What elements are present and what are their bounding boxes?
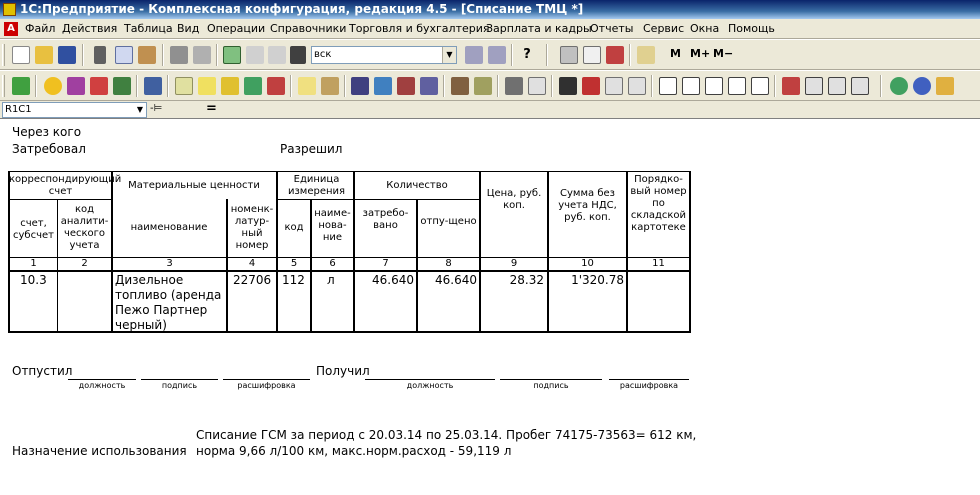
cell-code[interactable]: 112 — [282, 273, 305, 287]
cell-reference-field[interactable] — [2, 102, 147, 118]
sunglasses-icon[interactable] — [559, 77, 577, 95]
ledger-icon[interactable] — [628, 77, 646, 95]
invoice-out-icon[interactable] — [198, 77, 216, 95]
toolbar-separator — [162, 44, 164, 66]
chevron-down-icon[interactable]: ▼ — [136, 105, 144, 114]
toolbar-separator — [167, 75, 169, 97]
menu-trade-accounting[interactable]: Торговля и бухгалтерия — [349, 22, 490, 35]
header-corr-account: корреспондирующий счет — [9, 174, 122, 197]
purpose-label: Назначение использования — [12, 444, 187, 458]
tax-icon[interactable] — [782, 77, 800, 95]
toolbar-separator — [344, 75, 346, 97]
spreadsheet-document[interactable] — [0, 120, 980, 495]
menu-reports[interactable]: Отчеты — [590, 22, 634, 35]
new-document-icon[interactable] — [12, 46, 30, 64]
toolbar-separator — [774, 75, 776, 97]
sig-decoding-caption: расшифровка — [619, 381, 679, 390]
menu-view[interactable]: Вид — [177, 22, 200, 35]
toolbar-separator — [651, 75, 653, 97]
cash-order-icon[interactable] — [474, 77, 492, 95]
copy-icon[interactable] — [115, 46, 133, 64]
menu-operations[interactable]: Операции — [207, 22, 266, 35]
balance-icon[interactable] — [828, 77, 846, 95]
col-number: 9 — [510, 258, 518, 269]
menu-help[interactable]: Помощь — [728, 22, 775, 35]
cell-released[interactable]: 46.640 — [435, 273, 477, 287]
toolbar-grip[interactable] — [2, 75, 5, 97]
cell-reference-value[interactable]: R1C1 — [5, 104, 32, 115]
people-icon[interactable] — [374, 77, 392, 95]
col-number: 10 — [581, 258, 594, 269]
face-icon[interactable] — [44, 77, 62, 95]
redo-icon[interactable] — [268, 46, 286, 64]
find-next-icon[interactable] — [465, 46, 483, 64]
warehouse-icon[interactable] — [144, 77, 162, 95]
search-input[interactable]: вск — [314, 49, 332, 60]
standard-toolbar — [0, 40, 980, 70]
pencil-icon[interactable] — [606, 46, 624, 64]
menu-windows[interactable]: Окна — [690, 22, 720, 35]
window-title: 1С:Предприятие - Комплексная конфигурация, редакция 4.5 - [Списание ТМЦ *] — [20, 2, 584, 16]
menu-table[interactable]: Таблица — [124, 22, 173, 35]
binoculars-icon[interactable] — [290, 46, 306, 64]
header-material-values: Материальные ценности — [128, 180, 260, 191]
header-requested: затребо-вано — [362, 208, 409, 231]
money-bag-icon[interactable] — [113, 77, 131, 95]
toolbar-grip[interactable] — [2, 44, 5, 66]
contract-icon[interactable] — [321, 77, 339, 95]
flag-icon[interactable] — [582, 77, 600, 95]
sig-signature-caption: подпись — [161, 381, 198, 390]
col-number: 2 — [81, 258, 88, 269]
toolbar-separator — [216, 44, 218, 66]
notebook-icon[interactable] — [637, 46, 655, 64]
save-icon[interactable] — [58, 46, 76, 64]
header-unit: Единица измерения — [287, 174, 346, 197]
cell-price[interactable]: 28.32 — [509, 273, 544, 287]
calendar-icon[interactable] — [583, 46, 601, 64]
menu-directories[interactable]: Справочники — [270, 22, 347, 35]
plan-icon[interactable] — [12, 77, 30, 95]
receipt-icon[interactable] — [244, 77, 262, 95]
toolbar-separator — [511, 44, 513, 66]
analysis-icon[interactable] — [851, 77, 869, 95]
sig-signature-caption: подпись — [533, 381, 569, 390]
document-menu-icon[interactable]: A — [4, 22, 18, 36]
report-icon[interactable] — [659, 77, 677, 95]
cut-icon[interactable] — [94, 46, 106, 64]
header-nomenclature-no: номенк-латур-ный номер — [230, 204, 274, 251]
menu-payroll-hr[interactable]: Зарплата и кадры — [486, 22, 592, 35]
memory-plus-button[interactable]: M+ — [690, 47, 711, 60]
col-number: 6 — [329, 258, 336, 269]
transfer-icon[interactable] — [221, 77, 239, 95]
header-price: Цена, руб. коп. — [486, 188, 542, 211]
open-folder-icon[interactable] — [35, 46, 53, 64]
toolbar-separator — [35, 75, 37, 97]
cell-reference-bar — [0, 101, 980, 119]
memory-button[interactable]: M — [670, 47, 681, 60]
col-number: 11 — [652, 258, 665, 269]
print-icon[interactable] — [170, 46, 188, 64]
cell-account[interactable]: 10.3 — [20, 273, 47, 287]
received-by-label: Получил — [316, 364, 370, 378]
toolbar-separator — [497, 75, 499, 97]
bank-icon[interactable] — [505, 77, 523, 95]
calculator-icon[interactable] — [560, 46, 578, 64]
documents-toolbar — [0, 71, 980, 101]
cell-sum[interactable]: 1'320.78 — [571, 273, 624, 287]
toolbar-separator — [629, 44, 631, 66]
memory-minus-button[interactable]: M− — [713, 47, 734, 60]
menu-actions[interactable]: Действия — [62, 22, 118, 35]
writeoff-icon[interactable] — [267, 77, 285, 95]
find-replace-icon[interactable] — [488, 46, 506, 64]
paste-icon[interactable] — [138, 46, 156, 64]
search-combobox[interactable] — [311, 46, 457, 64]
invoice-in-icon[interactable] — [175, 77, 193, 95]
app-icon — [3, 3, 16, 16]
toolbar-separator — [290, 75, 292, 97]
through-label: Через кого — [12, 125, 82, 139]
cell-name[interactable]: Дизельное топливо (аренда Пежо Партнер черный) — [115, 273, 222, 332]
purpose-line-1[interactable]: Списание ГСМ за период с 20.03.14 по 25.03.14. Пробег 74175-73563= 612 км, — [196, 428, 697, 442]
undo-icon[interactable] — [246, 46, 264, 64]
toolbar-separator — [82, 44, 84, 66]
window-title-bar[interactable] — [0, 0, 980, 19]
toolbar-separator — [443, 75, 445, 97]
sig-position-caption: должность — [406, 381, 454, 390]
calendar-20-icon[interactable] — [936, 77, 954, 95]
menu-bar — [0, 19, 980, 39]
header-name: наименование — [130, 222, 208, 233]
col-number: 1 — [30, 258, 37, 269]
col-number: 8 — [445, 258, 452, 269]
header-analytic-code: код аналити-ческого учета — [60, 204, 109, 251]
cash-box-icon[interactable] — [451, 77, 469, 95]
employees-icon[interactable] — [420, 77, 438, 95]
equals-sign: = — [206, 101, 217, 116]
print-preview-icon[interactable] — [193, 46, 211, 64]
report-3-icon[interactable] — [705, 77, 723, 95]
internet-icon[interactable] — [913, 77, 931, 95]
cell-nomenclature-no[interactable]: 22706 — [233, 273, 272, 287]
toolbar-separator — [546, 44, 548, 66]
header-code: код — [284, 222, 304, 233]
sig-position-caption: должность — [78, 381, 126, 390]
purpose-line-2[interactable]: норма 9,66 л/100 км, макс.норм.расход - 59,119 л — [196, 444, 512, 458]
report-4-icon[interactable] — [728, 77, 746, 95]
toolbar-separator — [880, 75, 882, 97]
team-icon[interactable] — [351, 77, 369, 95]
menu-service[interactable]: Сервис — [643, 22, 685, 35]
journal-icon[interactable] — [605, 77, 623, 95]
properties-icon[interactable] — [223, 46, 241, 64]
cell-requested[interactable]: 46.640 — [372, 273, 414, 287]
header-released: отпу-щено — [420, 216, 477, 227]
header-sum: Сумма без учета НДС, руб. коп. — [558, 188, 617, 223]
sig-decoding-caption: расшифровка — [237, 381, 296, 390]
approved-by-label: Разрешил — [280, 142, 343, 156]
toolbar-separator — [136, 75, 138, 97]
col-number: 4 — [248, 258, 256, 269]
chevron-down-icon[interactable]: ▼ — [442, 47, 456, 63]
chart-icon[interactable] — [805, 77, 823, 95]
staff-icon[interactable] — [397, 77, 415, 95]
users-icon[interactable] — [67, 77, 85, 95]
goods-icon[interactable] — [90, 77, 108, 95]
help-icon[interactable]: ? — [518, 46, 536, 64]
header-account: счет, субсчет — [13, 218, 54, 241]
col-number: 5 — [290, 258, 298, 269]
globe-icon[interactable] — [890, 77, 908, 95]
report-2-icon[interactable] — [682, 77, 700, 95]
header-unit-name: наиме-нова-ние — [314, 208, 351, 243]
header-quantity: Количество — [386, 180, 448, 191]
requested-by-label: Затребовал — [12, 142, 86, 156]
report-5-icon[interactable] — [751, 77, 769, 95]
col-number: 3 — [166, 258, 173, 269]
order-icon[interactable] — [298, 77, 316, 95]
released-by-label: Отпустил — [12, 364, 73, 378]
cell-unit[interactable]: л — [327, 273, 335, 287]
col-number: 7 — [382, 258, 389, 269]
pin-icon[interactable]: -⊨ — [150, 103, 163, 114]
toolbar-separator — [551, 75, 553, 97]
header-card-no: Порядко-вый номер по складской картотеке — [630, 174, 687, 233]
statement-icon[interactable] — [528, 77, 546, 95]
menu-file[interactable]: Файл — [25, 22, 56, 35]
